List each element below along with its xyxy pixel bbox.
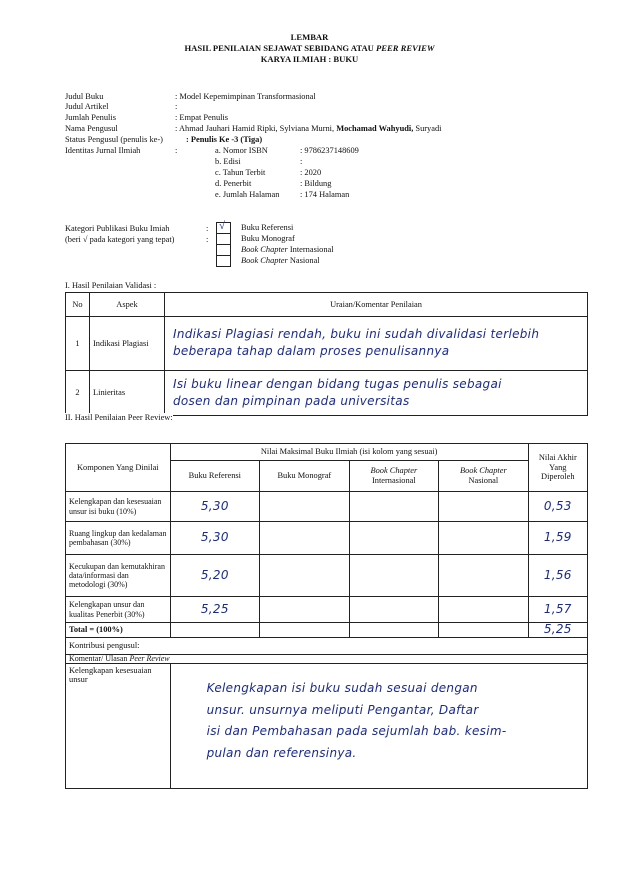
total-value: 5,25 bbox=[528, 623, 587, 638]
validasi-header-row bbox=[66, 293, 588, 317]
col-chapter-internasional bbox=[349, 461, 439, 492]
option-buku-monograf: Buku Monograf bbox=[241, 234, 295, 243]
komentar-row bbox=[66, 663, 588, 788]
row-nilai-internasional bbox=[349, 492, 439, 522]
check-mark-icon: √ bbox=[219, 220, 226, 232]
field-tahun-value: : 2020 bbox=[300, 168, 322, 177]
total-empty bbox=[439, 623, 529, 638]
field-edisi-value: : bbox=[300, 157, 303, 166]
row-comment bbox=[165, 371, 588, 416]
comment-line: beberapa tahap dalam proses penulisannya bbox=[173, 344, 450, 358]
header-line-2-prefix: HASIL PENILAIAN SEJAWAT SEBIDANG ATAU bbox=[184, 43, 374, 53]
table-row bbox=[66, 522, 588, 555]
option-chapter-internasional bbox=[241, 245, 334, 255]
row-komponen: Ruang lingkup dan kedalaman pembahasan (30%) bbox=[66, 522, 171, 555]
kontribusi-label: Kontribusi pengusul: bbox=[66, 637, 588, 654]
row-nilai-nasional bbox=[439, 597, 529, 623]
judul-buku-value: : Model Kepemimpinan Transformasional bbox=[175, 92, 316, 101]
row-aspek: Indikasi Plagiasi bbox=[90, 317, 165, 371]
nama-pengusul-label: Nama Pengusul bbox=[65, 124, 118, 133]
peer-table bbox=[65, 443, 588, 789]
nama-pengusul-names: : Ahmad Jauhari Hamid Ripki, Sylviana Murni, bbox=[175, 124, 335, 133]
total-row bbox=[66, 623, 588, 638]
row-nilai-referensi: 5,30 bbox=[170, 522, 260, 555]
row-no: 1 bbox=[66, 317, 90, 371]
komentar-header-row bbox=[66, 654, 588, 663]
judul-artikel-value: : bbox=[175, 102, 178, 111]
row-nilai-referensi: 5,30 bbox=[170, 492, 260, 522]
identitas-label: Identitas Jurnal Ilmiah bbox=[65, 146, 141, 155]
col-chapter-internasional-text: Internasional bbox=[371, 476, 416, 485]
komentar-line: isi dan Pembahasan pada sejumlah bab. kesim- bbox=[206, 724, 507, 739]
row-comment bbox=[165, 317, 588, 371]
row-nilai-nasional bbox=[439, 492, 529, 522]
row-nilai-referensi: 5,25 bbox=[170, 597, 260, 623]
field-penerbit-label: d. Penerbit bbox=[215, 179, 252, 188]
validasi-table bbox=[65, 292, 588, 416]
row-nilai-akhir: 1,57 bbox=[528, 597, 587, 623]
row-nilai-akhir: 0,53 bbox=[528, 492, 587, 522]
komentar-label-text: Komentar/ Ulasan bbox=[69, 653, 128, 663]
row-nilai-nasional bbox=[439, 555, 529, 597]
row-nilai-akhir: 1,59 bbox=[528, 522, 587, 555]
row-nilai-monograf bbox=[260, 555, 350, 597]
komentar-line: pulan dan referensinya. bbox=[206, 746, 357, 761]
comment-line: Isi buku linear dengan bidang tugas penulis sebagai bbox=[173, 376, 502, 391]
row-nilai-internasional bbox=[349, 522, 439, 555]
option-chapter-nasional bbox=[241, 256, 320, 266]
field-penerbit-value: : Bildung bbox=[300, 179, 332, 188]
row-komponen: Kecukupan dan kemutakhiran data/informasi dan metodologi (30%) bbox=[66, 555, 171, 597]
checkbox-chapter-nasional[interactable] bbox=[216, 255, 231, 267]
header-line-1: LEMBAR bbox=[290, 32, 329, 42]
identitas-colon: : bbox=[175, 146, 178, 155]
peer-header-row bbox=[66, 444, 588, 461]
total-label: Total = (100%) bbox=[66, 623, 171, 638]
table-row bbox=[66, 317, 588, 371]
nama-pengusul-value bbox=[175, 124, 441, 134]
judul-artikel-label: Judul Artikel bbox=[65, 102, 109, 111]
komentar-label bbox=[66, 654, 588, 663]
col-chapter-nasional-italic: Book Chapter bbox=[459, 466, 507, 476]
col-aspek: Aspek bbox=[90, 293, 165, 317]
nama-pengusul-bold: Mochamad Wahyudi, bbox=[336, 124, 414, 133]
row-komponen: Kelengkapan dan kesesuaian unsur isi buku (10%) bbox=[66, 492, 171, 522]
kategori-colon-2: : bbox=[206, 235, 209, 244]
option-chapter-nasional-italic: Book Chapter bbox=[241, 256, 288, 265]
jumlah-penulis-value: : Empat Penulis bbox=[175, 113, 229, 122]
row-nilai-monograf bbox=[260, 522, 350, 555]
col-chapter-nasional bbox=[439, 461, 529, 492]
table-row bbox=[66, 597, 588, 623]
row-nilai-monograf bbox=[260, 597, 350, 623]
col-chapter-internasional-italic: Book Chapter bbox=[370, 466, 418, 476]
row-komponen: Kelengkapan unsur dan kualitas Penerbit (30%) bbox=[66, 597, 171, 623]
judul-buku-label: Judul Buku bbox=[65, 92, 104, 101]
field-isbn-label: a. Nomor ISBN bbox=[215, 146, 268, 155]
option-chapter-nasional-text: Nasional bbox=[289, 256, 320, 265]
option-buku-referensi: Buku Referensi bbox=[241, 223, 294, 232]
total-empty bbox=[170, 623, 260, 638]
row-no: 2 bbox=[66, 371, 90, 416]
table-row bbox=[66, 371, 588, 416]
kategori-label-2: (beri √ pada kategori yang tepat) bbox=[65, 235, 175, 244]
komentar-text bbox=[170, 663, 587, 788]
kategori-label-1: Kategori Publikasi Buku Imiah bbox=[65, 224, 170, 233]
header-line-3: KARYA ILMIAH : BUKU bbox=[260, 54, 359, 64]
row-aspek: Linieritas bbox=[90, 371, 165, 416]
komentar-line: Kelengkapan isi buku sudah sesuai dengan bbox=[206, 680, 478, 695]
field-edisi-label: b. Edisi bbox=[215, 157, 241, 166]
status-label: Status Pengusul (penulis ke-) bbox=[65, 135, 163, 144]
komentar-line: unsur. unsurnya meliputi Pengantar, Daftar bbox=[206, 702, 479, 717]
total-empty bbox=[260, 623, 350, 638]
header-line-2-italic: PEER REVIEW bbox=[376, 43, 435, 53]
field-halaman-value: : 174 Halaman bbox=[300, 190, 350, 199]
col-buku-referensi: Buku Referensi bbox=[170, 461, 260, 492]
row-nilai-internasional bbox=[349, 597, 439, 623]
col-nilai-maks: Nilai Maksimal Buku Ilmiah (isi kolom yang sesuai) bbox=[170, 444, 528, 461]
peer-heading: II. Hasil Penilaian Peer Review: bbox=[65, 413, 173, 422]
col-uraian: Uraian/Komentar Penilaian bbox=[165, 293, 588, 317]
field-isbn-value: : 9786237148609 bbox=[300, 146, 359, 155]
row-nilai-monograf bbox=[260, 492, 350, 522]
table-row bbox=[66, 555, 588, 597]
col-chapter-nasional-text: Nasional bbox=[468, 476, 499, 485]
row-nilai-nasional bbox=[439, 522, 529, 555]
field-tahun-label: c. Tahun Terbit bbox=[215, 168, 266, 177]
comment-line: Indikasi Plagiasi rendah, buku ini sudah divalidasi terlebih bbox=[173, 327, 540, 342]
nama-pengusul-tail: Suryadi bbox=[415, 124, 442, 133]
kategori-colon-1: : bbox=[206, 224, 209, 233]
komentar-row-label: Kelengkapan kesesuaian unsur bbox=[66, 663, 171, 788]
comment-line: dosen dan pimpinan pada universitas bbox=[173, 393, 410, 408]
row-nilai-referensi: 5,20 bbox=[170, 555, 260, 597]
col-no: No bbox=[66, 293, 90, 317]
row-nilai-internasional bbox=[349, 555, 439, 597]
col-nilai-akhir: Nilai Akhir Yang Diperoleh bbox=[528, 444, 587, 492]
option-chapter-internasional-text: Internasional bbox=[289, 245, 334, 254]
row-nilai-akhir: 1,56 bbox=[528, 555, 587, 597]
header-line-2 bbox=[0, 44, 619, 54]
col-buku-monograf: Buku Monograf bbox=[260, 461, 350, 492]
komentar-label-italic: Peer Review bbox=[129, 653, 170, 663]
status-value: : Penulis Ke -3 (Tiga) bbox=[186, 135, 263, 144]
table-row bbox=[66, 492, 588, 522]
jumlah-penulis-label: Jumlah Penulis bbox=[65, 113, 116, 122]
kontribusi-row bbox=[66, 637, 588, 654]
col-komponen: Komponen Yang Dinilai bbox=[66, 444, 171, 492]
option-chapter-internasional-italic: Book Chapter bbox=[241, 245, 288, 254]
field-halaman-label: e. Jumlah Halaman bbox=[215, 190, 280, 199]
validasi-heading: I. Hasil Penilaian Validasi : bbox=[65, 281, 157, 290]
total-empty bbox=[349, 623, 439, 638]
